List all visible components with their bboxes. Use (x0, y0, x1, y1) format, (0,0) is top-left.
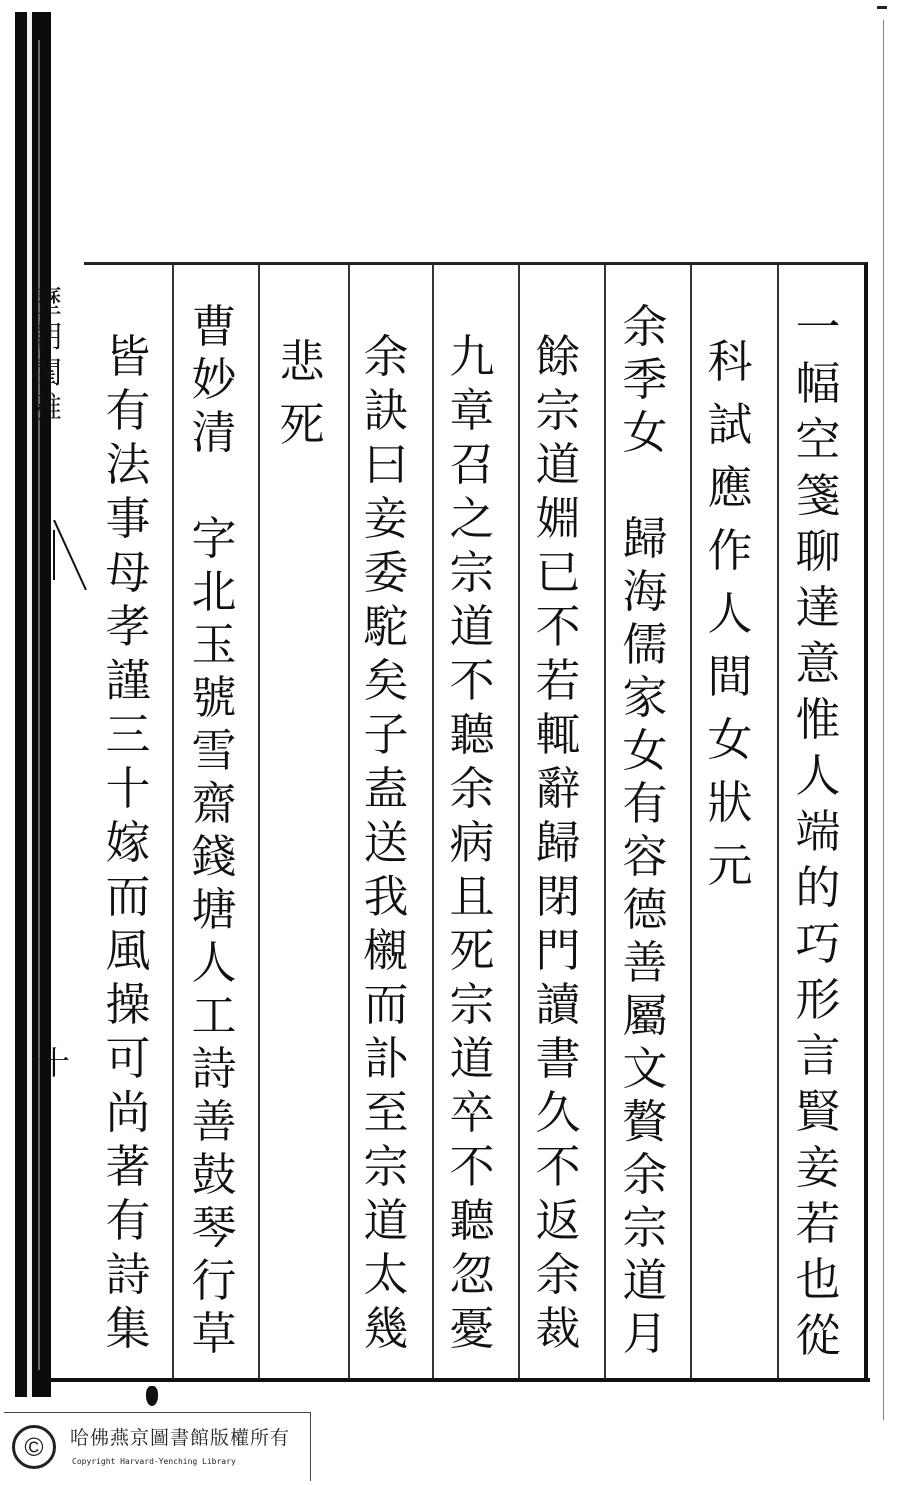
column-rule (258, 265, 260, 1378)
text-character: 間 (707, 650, 753, 703)
text-character: 辭 (535, 762, 581, 815)
text-character: 言 (795, 1029, 841, 1082)
text-character: 人 (191, 936, 237, 989)
text-character: 謹 (105, 654, 151, 707)
text-character: 裁 (535, 1302, 581, 1355)
text-character: 錢 (191, 830, 237, 883)
text-character: 皆 (105, 330, 151, 383)
text-character: 惟 (795, 693, 841, 746)
text-character: 死 (449, 924, 495, 977)
text-character: 返 (535, 1194, 581, 1247)
text-character: 的 (795, 861, 841, 914)
text-character: 琴 (191, 1201, 237, 1254)
spine-title: 歷朝閨雅 (32, 285, 62, 427)
text-character: 法 (105, 438, 151, 491)
text-character: 曰 (363, 438, 409, 491)
text-character: 三 (105, 708, 151, 761)
text-column (177, 300, 251, 1360)
text-character: 久 (535, 1086, 581, 1139)
text-character: 不 (535, 600, 581, 653)
text-character: 讀 (535, 978, 581, 1031)
text-column (349, 330, 423, 1356)
text-character: 女 (622, 406, 668, 459)
text-character: 悲 (279, 335, 325, 388)
page-right-rule (883, 20, 884, 1420)
column-rule (690, 265, 692, 1378)
text-character: 人 (795, 749, 841, 802)
text-character: 歸 (622, 512, 668, 565)
text-character: 齋 (191, 777, 237, 830)
text-character: 訣 (363, 384, 409, 437)
text-character: 門 (535, 924, 581, 977)
ink-blot (146, 1386, 158, 1406)
text-character: 道 (363, 1194, 409, 1247)
text-character: 可 (105, 1032, 151, 1085)
text-character: 宗 (449, 546, 495, 599)
text-character: 狀 (707, 776, 753, 829)
text-character: 有 (105, 1194, 151, 1247)
text-character: 元 (707, 839, 753, 892)
text-character: 試 (707, 398, 753, 451)
text-character: 若 (795, 1197, 841, 1250)
text-character: 宗 (449, 978, 495, 1031)
text-character: 聽 (449, 708, 495, 761)
text-character: 塘 (191, 883, 237, 936)
column-rule (604, 265, 606, 1378)
text-character: 從 (795, 1309, 841, 1362)
text-character: 形 (795, 973, 841, 1026)
text-character: 病 (449, 816, 495, 869)
text-character: 端 (795, 805, 841, 858)
text-character: 宗 (622, 1201, 668, 1254)
text-character: 幅 (795, 357, 841, 410)
text-character: 詩 (191, 1042, 237, 1095)
text-character: 雪 (191, 724, 237, 777)
text-character: 書 (535, 1032, 581, 1085)
text-character: 儒 (622, 618, 668, 671)
text-character: 若 (535, 654, 581, 707)
text-character: 風 (105, 924, 151, 977)
text-character: 曹 (191, 300, 237, 353)
book-spine-edge (15, 12, 51, 1397)
text-character: 道 (449, 1032, 495, 1085)
text-character: 而 (105, 870, 151, 923)
text-character: 卒 (449, 1086, 495, 1139)
copyright-text-english: Copyright Harvard-Yenching Library (72, 1457, 236, 1466)
text-character: 宗 (535, 384, 581, 437)
text-block-bottom-rule (48, 1378, 870, 1382)
text-character: 科 (707, 335, 753, 388)
text-character: 作 (707, 524, 753, 577)
text-character: 妾 (363, 492, 409, 545)
text-character: 號 (191, 671, 237, 724)
text-character: 送 (363, 816, 409, 869)
text-character: 詩 (105, 1248, 151, 1301)
text-character: 聽 (449, 1194, 495, 1247)
text-character: 已 (535, 546, 581, 599)
fishtail-mark (52, 520, 88, 590)
text-character: 屬 (622, 989, 668, 1042)
text-character: 孝 (105, 600, 151, 653)
text-character: 達 (795, 581, 841, 634)
text-character: 工 (191, 989, 237, 1042)
text-character: 應 (707, 461, 753, 514)
text-character: 訃 (363, 1032, 409, 1085)
text-character: 字 (191, 512, 237, 565)
text-character: 有 (622, 777, 668, 830)
column-rule (432, 265, 434, 1378)
text-character: 章 (449, 384, 495, 437)
text-character: 宗 (363, 1140, 409, 1193)
column-rule (172, 265, 174, 1378)
text-character: 鼓 (191, 1148, 237, 1201)
text-character: 余 (535, 1248, 581, 1301)
text-character: 櫬 (363, 924, 409, 977)
text-character: 余 (449, 762, 495, 815)
text-character: 餘 (535, 330, 581, 383)
text-character: 人 (707, 587, 753, 640)
text-column (781, 300, 855, 1364)
text-character: 操 (105, 978, 151, 1031)
spine-fold-line (38, 40, 40, 1370)
text-character: 女 (622, 724, 668, 777)
text-character: 道 (535, 438, 581, 491)
text-character: 至 (363, 1086, 409, 1139)
text-character: 九 (449, 330, 495, 383)
text-character: 女 (707, 713, 753, 766)
text-character: 文 (622, 1042, 668, 1095)
text-character: 余 (622, 1148, 668, 1201)
copyright-stamp (4, 1412, 311, 1481)
text-character: 子 (363, 708, 409, 761)
text-character: 事 (105, 492, 151, 545)
text-character: 我 (363, 870, 409, 923)
text-character: 尚 (105, 1086, 151, 1139)
text-character: 空 (795, 413, 841, 466)
text-column (608, 300, 682, 1360)
text-character: 之 (449, 492, 495, 545)
text-character: 且 (449, 870, 495, 923)
text-character: 季 (622, 353, 668, 406)
text-character: 婣 (535, 492, 581, 545)
text-character: 集 (105, 1302, 151, 1355)
text-character: 也 (795, 1253, 841, 1306)
text-character: 不 (449, 1140, 495, 1193)
text-character: 北 (191, 565, 237, 618)
text-character: 母 (105, 546, 151, 599)
text-character: 玉 (191, 618, 237, 671)
text-character: 盍 (363, 762, 409, 815)
text-character: 賢 (795, 1085, 841, 1138)
text-character: 駝 (363, 600, 409, 653)
text-character: 妙 (191, 353, 237, 406)
text-character: 矣 (363, 654, 409, 707)
text-character: 善 (622, 936, 668, 989)
text-character: 一 (795, 301, 841, 354)
text-character: 有 (105, 384, 151, 437)
text-character: 十 (105, 762, 151, 815)
text-character: 余 (363, 330, 409, 383)
text-character: 道 (449, 600, 495, 653)
text-character: 箋 (795, 469, 841, 522)
text-column (435, 330, 509, 1356)
text-character: 聊 (795, 525, 841, 578)
text-character: 家 (622, 671, 668, 724)
text-character: 意 (795, 637, 841, 690)
text-column (91, 330, 165, 1356)
text-character: 閉 (535, 870, 581, 923)
text-column (693, 330, 767, 897)
text-column (265, 330, 339, 456)
column-rule (777, 265, 779, 1378)
text-character: 委 (363, 546, 409, 599)
column-rule (518, 265, 520, 1378)
spine-page-number: 十 (38, 1044, 71, 1082)
text-character: 容 (622, 830, 668, 883)
text-character: 余 (622, 300, 668, 353)
text-character: 道 (622, 1254, 668, 1307)
text-character: 幾 (363, 1302, 409, 1355)
text-character: 海 (622, 565, 668, 618)
text-character: 贅 (622, 1095, 668, 1148)
text-character: 月 (622, 1307, 668, 1360)
text-character: 嫁 (105, 816, 151, 869)
text-character: 召 (449, 438, 495, 491)
text-character: 忽 (449, 1248, 495, 1301)
text-character: 善 (191, 1095, 237, 1148)
copyright-text-chinese: 哈佛燕京圖書館版權所有 (70, 1427, 291, 1449)
text-character: 不 (449, 654, 495, 707)
text-character: 清 (191, 406, 237, 459)
text-character: 歸 (535, 816, 581, 869)
text-character: 德 (622, 883, 668, 936)
text-character: 太 (363, 1248, 409, 1301)
spine-fold-highlight (27, 12, 32, 1397)
text-character: 而 (363, 978, 409, 1031)
text-character: 草 (191, 1307, 237, 1360)
text-character: 不 (535, 1140, 581, 1193)
text-character: 巧 (795, 917, 841, 970)
text-character: 死 (279, 398, 325, 451)
text-character: 行 (191, 1254, 237, 1307)
text-character: 著 (105, 1140, 151, 1193)
text-character: 憂 (449, 1302, 495, 1355)
corner-mark (877, 6, 887, 9)
text-character: 輒 (535, 708, 581, 761)
copyright-icon: © (12, 1425, 56, 1469)
text-character: 妾 (795, 1141, 841, 1194)
text-column (521, 330, 595, 1356)
